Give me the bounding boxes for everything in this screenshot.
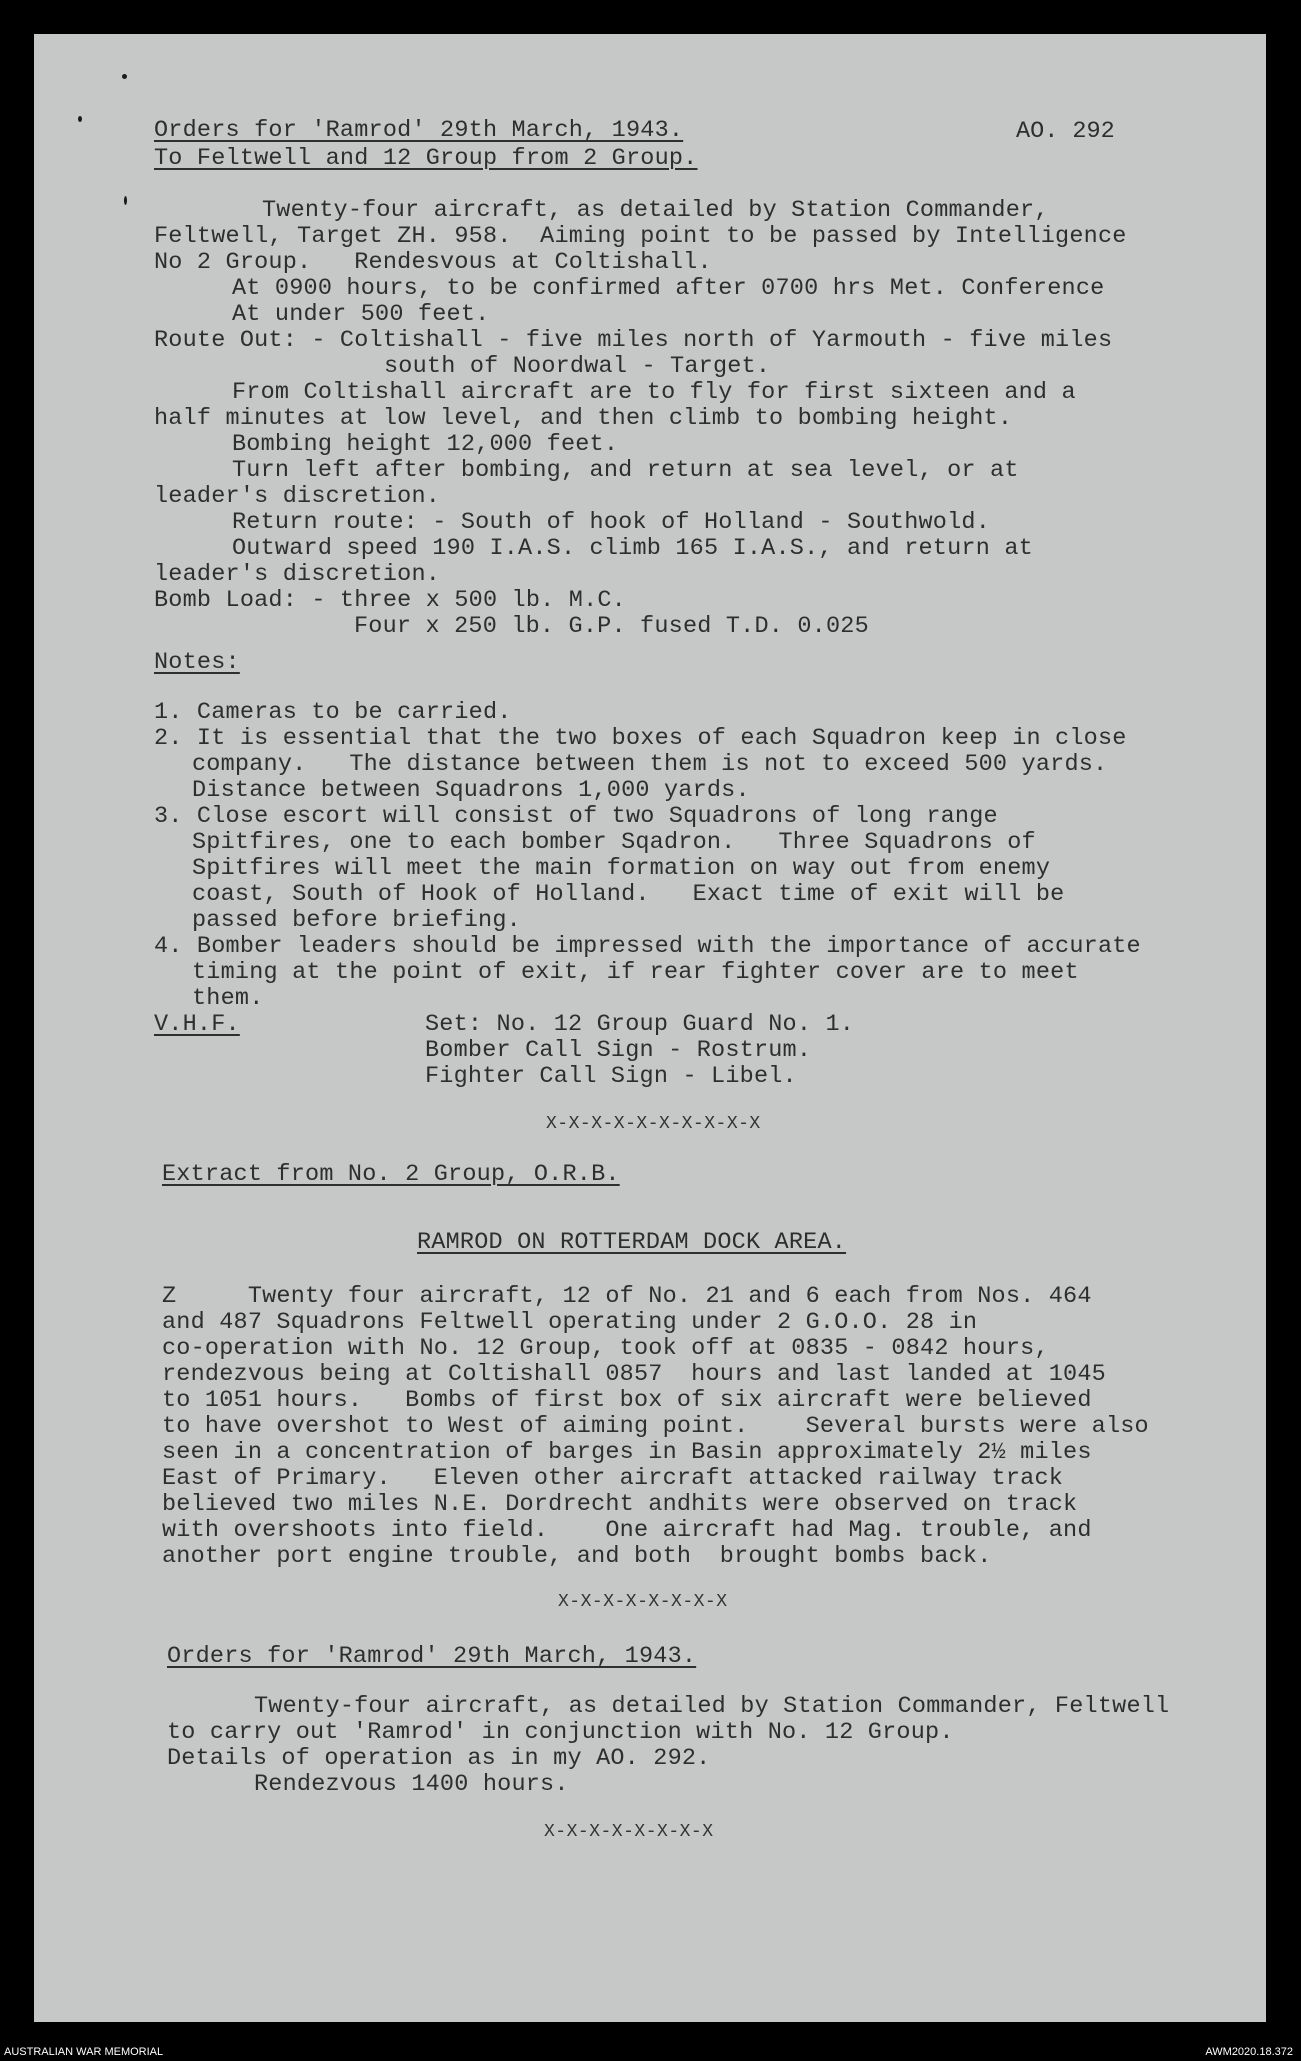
extract-line: co-operation with No. 12 Group, took off at 0835 - 0842 hours, <box>162 1335 1049 1362</box>
orders-line: Outward speed 190 I.A.S. climb 165 I.A.S., and return at <box>232 535 1033 562</box>
note-line: passed before briefing. <box>192 907 521 934</box>
separator: X-X-X-X-X-X-X-X-X-X <box>546 1114 761 1134</box>
note-line: timing at the point of exit, if rear fighter cover are to meet <box>192 959 1079 986</box>
orders-line: Feltwell, Target ZH. 958. Aiming point to be passed by Intelligence <box>154 223 1127 250</box>
note-line: Spitfires will meet the main formation on way out from enemy <box>192 855 1051 882</box>
orders-line: Turn left after bombing, and return at sea level, or at <box>232 457 1019 484</box>
extract-heading: Extract from No. 2 Group, O.R.B. <box>162 1161 620 1188</box>
extract-line: to 1051 hours. Bombs of first box of six aircraft were believed <box>162 1387 1092 1414</box>
orders-line: half minutes at low level, and then climb to bombing height. <box>154 405 1013 432</box>
note-line: 2. It is essential that the two boxes of each Squadron keep in close <box>154 725 1127 752</box>
vhf-label: V.H.F. <box>154 1011 240 1038</box>
extract-line: believed two miles N.E. Dordrecht andhits were observed on track <box>162 1491 1078 1518</box>
orders-line: From Coltishall aircraft are to fly for first sixteen and a <box>232 379 1076 406</box>
note-line: them. <box>192 985 264 1012</box>
note-line: company. The distance between them is not to exceed 500 yards. <box>192 751 1108 778</box>
ao-reference: AO. 292 <box>1016 118 1115 145</box>
orders-line: Bombing height 12,000 feet. <box>232 431 619 458</box>
footer-credit: AUSTRALIAN WAR MEMORIAL <box>4 2046 164 2058</box>
extract-line: seen in a concentration of barges in Basin approximately 2½ miles <box>162 1439 1092 1466</box>
orders-line: At under 500 feet. <box>232 301 490 328</box>
vhf-line: Bomber Call Sign - Rostrum. <box>425 1037 812 1064</box>
note-line: Spitfires, one to each bomber Sqadron. Three Squadrons of <box>192 829 1036 856</box>
orders-line: Return route: - South of hook of Holland - Southwold. <box>232 509 991 536</box>
note-line: 4. Bomber leaders should be impressed with the importance of accurate <box>154 933 1141 960</box>
extract-line: rendezvous being at Coltishall 0857 hours and last landed at 1045 <box>162 1361 1106 1388</box>
separator: X-X-X-X-X-X-X-X <box>544 1822 714 1842</box>
extract-line: with overshoots into field. One aircraft had Mag. trouble, and <box>162 1517 1092 1544</box>
paper-speck <box>122 74 127 79</box>
vhf-line: Set: No. 12 Group Guard No. 1. <box>425 1011 855 1038</box>
orders2-line: Twenty-four aircraft, as detailed by Station Commander, Feltwell <box>254 1693 1170 1720</box>
extract-line: and 487 Squadrons Feltwell operating under 2 G.O.O. 28 in <box>162 1309 978 1336</box>
paper-speck <box>78 116 82 122</box>
note-line: coast, South of Hook of Holland. Exact time of exit will be <box>192 881 1065 908</box>
extract-line: East of Primary. Eleven other aircraft attacked railway track <box>162 1465 1064 1492</box>
paper-speck <box>124 196 127 205</box>
vhf-line: Fighter Call Sign - Libel. <box>425 1063 797 1090</box>
orders2-line: to carry out 'Ramrod' in conjunction with No. 12 Group. <box>167 1719 954 1746</box>
separator: X-X-X-X-X-X-X-X <box>558 1592 728 1612</box>
orders-subtitle: To Feltwell and 12 Group from 2 Group. <box>154 145 698 172</box>
extract-line: to have overshot to West of aiming point. Several bursts were also <box>162 1413 1149 1440</box>
orders-line: Bomb Load: - three x 500 lb. M.C. <box>154 587 626 614</box>
extract-line: another port engine trouble, and both brought bombs back. <box>162 1543 992 1570</box>
orders-line: leader's discretion. <box>154 483 441 510</box>
orders-line: leader's discretion. <box>154 561 441 588</box>
note-line: 1. Cameras to be carried. <box>154 699 512 726</box>
orders2-line: Rendezvous 1400 hours. <box>254 1771 569 1798</box>
note-line: Distance between Squadrons 1,000 yards. <box>192 777 750 804</box>
ramrod-heading: RAMROD ON ROTTERDAM DOCK AREA. <box>417 1229 847 1256</box>
footer-accession: AWM2020.18.372 <box>1205 2046 1293 2058</box>
orders-line: No 2 Group. Rendesvous at Coltishall. <box>154 249 712 276</box>
document-page <box>34 34 1266 2022</box>
orders-title: Orders for 'Ramrod' 29th March, 1943. <box>154 117 684 144</box>
orders2-line: Details of operation as in my AO. 292. <box>167 1745 711 1772</box>
orders2-heading: Orders for 'Ramrod' 29th March, 1943. <box>167 1643 697 1670</box>
orders-line: Twenty-four aircraft, as detailed by Station Commander, <box>262 197 1049 224</box>
note-line: 3. Close escort will consist of two Squadrons of long range <box>154 803 998 830</box>
orders-line: Route Out: - Coltishall - five miles north of Yarmouth - five miles <box>154 327 1113 354</box>
extract-line: Z Twenty four aircraft, 12 of No. 21 and 6 each from Nos. 464 <box>162 1283 1092 1310</box>
orders-line: Four x 250 lb. G.P. fused T.D. 0.025 <box>354 613 869 640</box>
notes-heading: Notes: <box>154 649 240 676</box>
orders-line: At 0900 hours, to be confirmed after 0700 hrs Met. Conference <box>232 275 1105 302</box>
orders-line: south of Noordwal - Target. <box>384 353 771 380</box>
